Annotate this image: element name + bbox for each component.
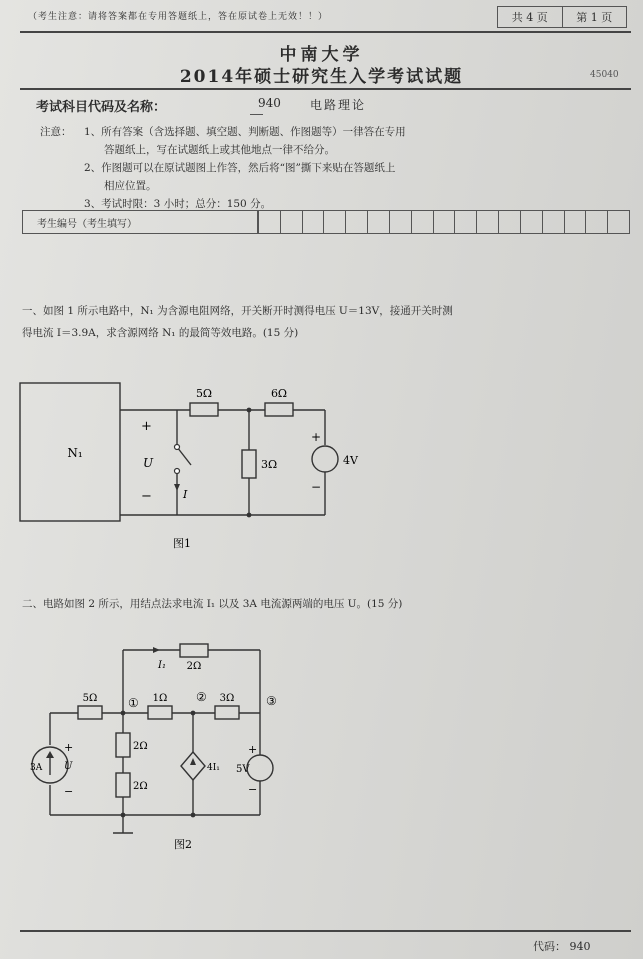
page-total: 共 4 页: [511, 11, 548, 24]
student-number-cell[interactable]: [323, 211, 345, 233]
student-number-cell[interactable]: [476, 211, 498, 233]
resistor-2ohm: [116, 733, 130, 757]
label-3a: 3A: [30, 763, 43, 773]
label-i1: I₁: [158, 660, 166, 671]
network-n1-label: N₁: [67, 446, 83, 460]
subject-underline: [250, 114, 263, 115]
student-number-cell[interactable]: [542, 211, 564, 233]
student-number-cell[interactable]: [607, 211, 629, 233]
label-2ohm: 2Ω: [133, 741, 148, 752]
label-dependent: 4I₁: [207, 763, 220, 773]
resistor-3ohm: [215, 706, 239, 719]
resistor-3ohm: [242, 450, 256, 478]
minus-sign-vs: −: [248, 783, 258, 796]
plus-sign-cs: +: [64, 741, 74, 754]
minus-sign-u: −: [141, 489, 152, 504]
dependent-source: [181, 752, 205, 780]
figure-1-caption: 图1: [173, 537, 191, 550]
student-number-cell[interactable]: [258, 211, 280, 233]
label-1ohm: 1Ω: [152, 693, 168, 704]
label-4v: 4V: [343, 454, 358, 467]
node-3-label: ③: [266, 694, 277, 708]
student-number-cell[interactable]: [454, 211, 476, 233]
subject-name: 电路理论: [310, 98, 367, 112]
student-number-cell[interactable]: [520, 211, 542, 233]
note-item: 3、考试时限：3 小时；总分：150 分。: [84, 198, 272, 210]
label-3ohm: 3Ω: [219, 693, 235, 704]
student-number-cell[interactable]: [389, 211, 411, 233]
serial-code: 45040: [590, 70, 619, 80]
title-rule: [20, 88, 631, 90]
exam-title: 2014年硕士研究生入学考试试题: [179, 67, 464, 87]
note-item: 2、作图题可以在原试题图上作答，然后将“图”撕下来贴在答题纸上: [84, 162, 396, 174]
node-1-label: ①: [128, 696, 139, 710]
label-5ohm: 5Ω: [195, 387, 213, 400]
footer-rule: [20, 930, 631, 932]
note-item: 相应位置。: [104, 180, 157, 192]
note-item: 1、所有答案（含选择题、填空题、判断题、作图题等）一律答在专用: [84, 126, 406, 138]
resistor-2ohm-top: [180, 644, 208, 657]
voltage-source-4v: [312, 446, 338, 472]
student-number-cell[interactable]: [433, 211, 455, 233]
school-name: 中南大学: [279, 45, 364, 65]
student-number-cell[interactable]: [345, 211, 367, 233]
resistor-5ohm: [78, 706, 102, 719]
student-number-cell[interactable]: [498, 211, 520, 233]
node-2-label: ②: [196, 690, 207, 704]
label-6ohm: 6Ω: [270, 387, 288, 400]
current-arrow: [174, 484, 180, 491]
resistor-2ohm-lower: [116, 773, 130, 797]
switch-blade: [177, 447, 191, 465]
minus-sign-source: −: [311, 480, 322, 494]
page-number: 第 1 页: [562, 7, 627, 27]
voltage-source-5v: [247, 755, 273, 781]
note-item: 答题纸上，写在试题纸上或其他地点一律不给分。: [104, 144, 335, 156]
notes-prefix: 注意：: [40, 126, 72, 138]
label-2ohm-lower: 2Ω: [133, 781, 148, 792]
page-counter: [497, 6, 627, 28]
label-2ohm-top: 2Ω: [186, 661, 202, 672]
label-i: I: [183, 488, 188, 501]
student-number-cell[interactable]: [411, 211, 433, 233]
student-number-label: 考生编号（考生填写）: [23, 211, 258, 233]
student-number-box: [22, 210, 630, 234]
footer-code: 代码： 940: [533, 940, 591, 953]
figure-1-circuit: [15, 375, 395, 555]
subject-label: 考试科目代码及名称：: [36, 100, 167, 115]
student-number-cell[interactable]: [367, 211, 389, 233]
resistor-1ohm: [148, 706, 172, 719]
student-number-cell[interactable]: [585, 211, 607, 233]
exam-warning: （考生注意：请将答案都在专用答题纸上，答在原试卷上无效！！）: [28, 12, 329, 22]
subject-code: 940: [258, 96, 281, 110]
student-number-cell[interactable]: [302, 211, 324, 233]
figure-2-caption: 图2: [174, 838, 192, 851]
student-number-cell[interactable]: [564, 211, 586, 233]
header-rule: [20, 31, 631, 33]
label-u: U: [143, 456, 154, 470]
question-2-line1: 二、电路如图 2 所示，用结点法求电流 I₁ 以及 3A 电流源两端的电压 U。(15 分): [22, 598, 403, 610]
resistor-5ohm: [190, 403, 218, 416]
label-5ohm: 5Ω: [82, 693, 98, 704]
plus-sign-source: +: [311, 430, 322, 444]
minus-sign-cs: −: [64, 785, 74, 798]
student-number-cell[interactable]: [280, 211, 302, 233]
question-1-line1: 一、如图 1 所示电路中，N₁ 为含源电阻网络，开关断开时测得电压 U＝13V，接通开关时测: [22, 305, 453, 317]
figure-2-circuit: [30, 635, 350, 860]
plus-sign-u: +: [141, 419, 152, 434]
label-5v: 5V: [236, 764, 250, 775]
plus-sign-vs: +: [248, 743, 258, 756]
label-u: U: [64, 761, 73, 772]
current-i1-arrow: [153, 647, 160, 653]
resistor-6ohm: [265, 403, 293, 416]
question-1-line2: 得电流 I＝3.9A，求含源网络 N₁ 的最简等效电路。(15 分): [22, 327, 299, 339]
label-3ohm: 3Ω: [261, 458, 278, 471]
